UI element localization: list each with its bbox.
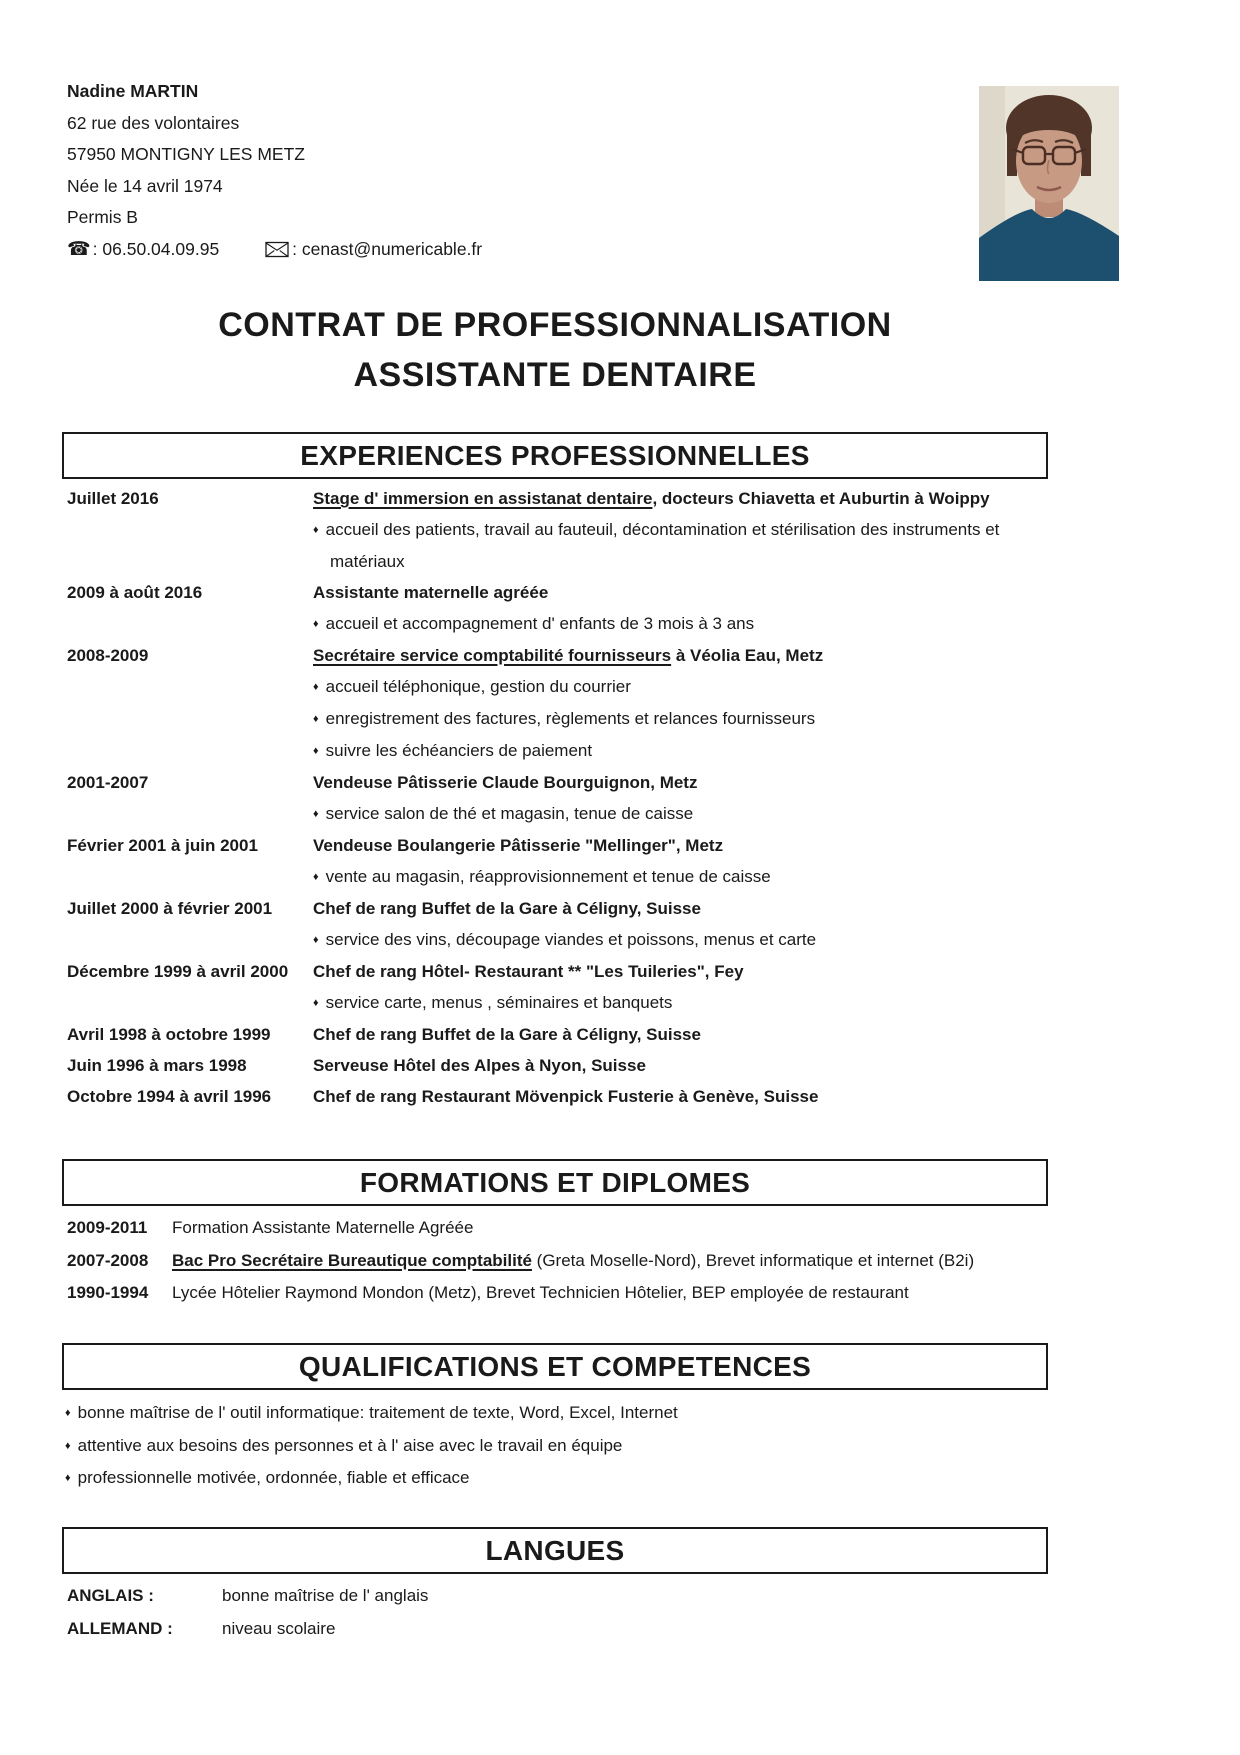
person-city: 57950 MONTIGNY LES METZ: [67, 144, 305, 164]
bullet-item: [313, 703, 1002, 735]
formation-text: [172, 1212, 1217, 1245]
formation-rest: (Greta Moselle-Nord), Brevet informatique et internet (B2i): [531, 1250, 975, 1270]
diamond-bullet-icon: ♦: [65, 1472, 71, 1484]
experience-role: [313, 893, 1207, 924]
diamond-bullet-icon: ♦: [313, 934, 319, 946]
experience-role-rest: Vendeuse Boulangerie Pâtisserie "Mellinger", Metz: [313, 836, 724, 855]
experience-role-rest: Chef de rang Hôtel- Restaurant ** "Les Tuileries", Fey: [313, 962, 744, 981]
experience-role-rest: , docteurs Chiavetta et Auburtin à Woippy: [652, 489, 990, 508]
formation-text: [172, 1245, 1217, 1278]
bullet-text: suivre les échéanciers de paiement: [325, 741, 593, 760]
language-row: [67, 1613, 967, 1646]
formation-rest: Formation Assistante Maternelle Agréée: [172, 1218, 474, 1237]
experience-bullets: [313, 671, 1207, 767]
experience-date: 2008-2009: [67, 646, 149, 665]
phone-number: : 06.50.04.09.95: [92, 238, 220, 259]
language-label: ANGLAIS :: [67, 1586, 154, 1605]
experience-bullets: [313, 987, 1207, 1019]
bullet-item: [313, 671, 1002, 703]
experience-role: [313, 956, 1207, 987]
experience-row: [67, 1019, 1207, 1050]
section-header-experiences: EXPERIENCES PROFESSIONNELLES: [62, 432, 1048, 479]
experience-row: [67, 640, 1207, 767]
formation-row: [67, 1212, 1217, 1245]
experience-role: [313, 767, 1207, 798]
experience-date: Juillet 2000 à février 2001: [67, 899, 273, 918]
experience-date: 2001-2007: [67, 773, 149, 792]
section-header-langues: LANGUES: [62, 1527, 1048, 1574]
experience-role-rest: Assistante maternelle agréée: [313, 583, 549, 602]
email-address: : cenast@numericable.fr: [292, 238, 483, 259]
diamond-bullet-icon: ♦: [65, 1407, 71, 1419]
bullet-item: [65, 1430, 1132, 1463]
bullet-item: [65, 1397, 1132, 1430]
diamond-bullet-icon: ♦: [313, 871, 319, 883]
bullet-text: attentive aux besoins des personnes et à l' aise avec le travail en équipe: [77, 1435, 623, 1455]
diamond-bullet-icon: ♦: [313, 618, 319, 630]
person-birthdate: Née le 14 avril 1974: [67, 175, 223, 196]
formation-date: 2009-2011: [67, 1218, 148, 1237]
bullet-text: service salon de thé et magasin, tenue de caisse: [325, 804, 694, 823]
experience-role-underlined: Stage d' immersion en assistanat dentaire: [313, 489, 653, 508]
person-address: 62 rue des volontaires: [67, 112, 240, 133]
profile-photo: [979, 86, 1119, 281]
experience-date: Décembre 1999 à avril 2000: [67, 962, 289, 981]
bullet-text: bonne maîtrise de l' outil informatique: traitement de texte, Word, Excel, Internet: [77, 1403, 678, 1422]
experience-bullets: [313, 514, 1207, 577]
experience-date: Juin 1996 à mars 1998: [67, 1056, 247, 1075]
experience-row: [67, 483, 1207, 577]
experience-role: [313, 830, 1207, 861]
diamond-bullet-icon: ♦: [313, 808, 319, 820]
experience-content: [313, 1050, 1207, 1081]
title-line-1: CONTRAT DE PROFESSIONNALISATION: [218, 306, 892, 344]
experience-role-rest: Vendeuse Pâtisserie Claude Bourguignon, Metz: [313, 773, 698, 792]
section-header-qualifications: QUALIFICATIONS ET COMPETENCES: [62, 1343, 1048, 1390]
formation-row: [67, 1245, 1217, 1278]
experience-bullets: [313, 861, 1207, 893]
experience-bullets: [313, 924, 1207, 956]
experience-role-rest: Chef de rang Buffet de la Gare à Céligny, Suisse: [313, 899, 701, 918]
bullet-item: [313, 514, 1002, 577]
experience-date: Avril 1998 à octobre 1999: [67, 1025, 271, 1044]
bullet-text: vente au magasin, réapprovisionnement et tenue de caisse: [325, 867, 771, 886]
experience-role-rest: Chef de rang Restaurant Mövenpick Fusterie à Genève, Suisse: [313, 1087, 819, 1106]
formation-row: [67, 1277, 1217, 1310]
bullet-text: professionnelle motivée, ordonnée, fiable et efficace: [77, 1468, 470, 1487]
experience-role-underlined: Secrétaire service comptabilité fournisseurs: [313, 646, 672, 665]
experience-row: [67, 577, 1207, 640]
formation-text: [172, 1277, 1217, 1310]
experience-content: [313, 956, 1207, 1019]
experience-content: [313, 893, 1207, 956]
diamond-bullet-icon: ♦: [313, 745, 319, 757]
qualifications-list: [65, 1397, 1165, 1495]
experience-role: [313, 577, 1207, 608]
language-label: ALLEMAND :: [67, 1618, 173, 1638]
document-title: [62, 300, 1048, 400]
bullet-text: service des vins, découpage viandes et poissons, menus et carte: [325, 930, 817, 949]
bullet-item: [313, 861, 1002, 893]
experience-role: [313, 1081, 1207, 1112]
telephone-icon: ☎: [67, 238, 91, 260]
bullet-text: accueil téléphonique, gestion du courrier: [325, 677, 631, 696]
contact-row: [67, 234, 482, 266]
experience-bullets: [313, 798, 1207, 830]
experience-content: [313, 577, 1207, 640]
experience-content: [313, 640, 1207, 767]
languages-list: [67, 1580, 967, 1645]
experience-role: [313, 483, 1207, 514]
envelope-icon: [265, 241, 289, 258]
formation-date: 2007-2008: [67, 1250, 149, 1270]
bullet-item: [65, 1462, 1132, 1495]
diamond-bullet-icon: ♦: [65, 1439, 71, 1452]
bullet-item: [313, 798, 1002, 830]
bullet-text: accueil et accompagnement d' enfants de 3 mois à 3 ans: [325, 614, 755, 633]
experience-row: [67, 1081, 1207, 1112]
experience-row: [67, 956, 1207, 1019]
experience-role-rest: Serveuse Hôtel des Alpes à Nyon, Suisse: [313, 1056, 646, 1075]
personal-info: [67, 76, 482, 265]
experience-role-rest: Chef de rang Buffet de la Gare à Céligny, Suisse: [313, 1025, 701, 1044]
bullet-item: [313, 735, 1002, 767]
experience-row: [67, 767, 1207, 830]
formation-rest: Lycée Hôtelier Raymond Mondon (Metz), Brevet Technicien Hôtelier, BEP employée de restaurant: [172, 1283, 909, 1302]
diamond-bullet-icon: ♦: [313, 524, 319, 536]
experience-date: Octobre 1994 à avril 1996: [67, 1087, 272, 1106]
bullet-text: service carte, menus , séminaires et banquets: [325, 993, 673, 1012]
formation-underlined: Bac Pro Secrétaire Bureautique comptabilité: [172, 1250, 532, 1270]
title-line-2: ASSISTANTE DENTAIRE: [353, 356, 757, 394]
person-name: Nadine MARTIN: [67, 81, 199, 101]
experience-bullets: [313, 608, 1207, 640]
experience-role: [313, 640, 1207, 671]
experiences-list: [67, 483, 1207, 1112]
language-row: [67, 1580, 967, 1613]
language-level: niveau scolaire: [222, 1618, 336, 1638]
experience-role: [313, 1050, 1207, 1081]
experience-row: [67, 1050, 1207, 1081]
experience-content: [313, 767, 1207, 830]
diamond-bullet-icon: ♦: [313, 681, 319, 693]
experience-role-rest: à Véolia Eau, Metz: [671, 646, 824, 665]
experience-content: [313, 1081, 1207, 1112]
bullet-item: [313, 924, 1002, 956]
experience-role: [313, 1019, 1207, 1050]
experience-date: 2009 à août 2016: [67, 583, 203, 602]
diamond-bullet-icon: ♦: [313, 997, 319, 1009]
experience-content: [313, 1019, 1207, 1050]
person-license: Permis B: [67, 207, 138, 227]
language-level: bonne maîtrise de l' anglais: [222, 1586, 429, 1605]
bullet-text: enregistrement des factures, règlements et relances fournisseurs: [325, 709, 816, 728]
experience-date: Février 2001 à juin 2001: [67, 836, 258, 855]
experience-date: Juillet 2016: [67, 489, 159, 508]
formation-date: 1990-1994: [67, 1283, 149, 1302]
bullet-text: accueil des patients, travail au fauteuil, décontamination et stérilisation des instruments et matériaux: [325, 520, 1000, 571]
bullet-item: [313, 987, 1002, 1019]
diamond-bullet-icon: ♦: [313, 713, 319, 725]
experience-row: [67, 893, 1207, 956]
experience-row: [67, 830, 1207, 893]
experience-content: [313, 483, 1207, 577]
bullet-item: [313, 608, 1002, 640]
formations-list: [67, 1212, 1217, 1310]
experience-content: [313, 830, 1207, 893]
section-header-formations: FORMATIONS ET DIPLOMES: [62, 1159, 1048, 1206]
